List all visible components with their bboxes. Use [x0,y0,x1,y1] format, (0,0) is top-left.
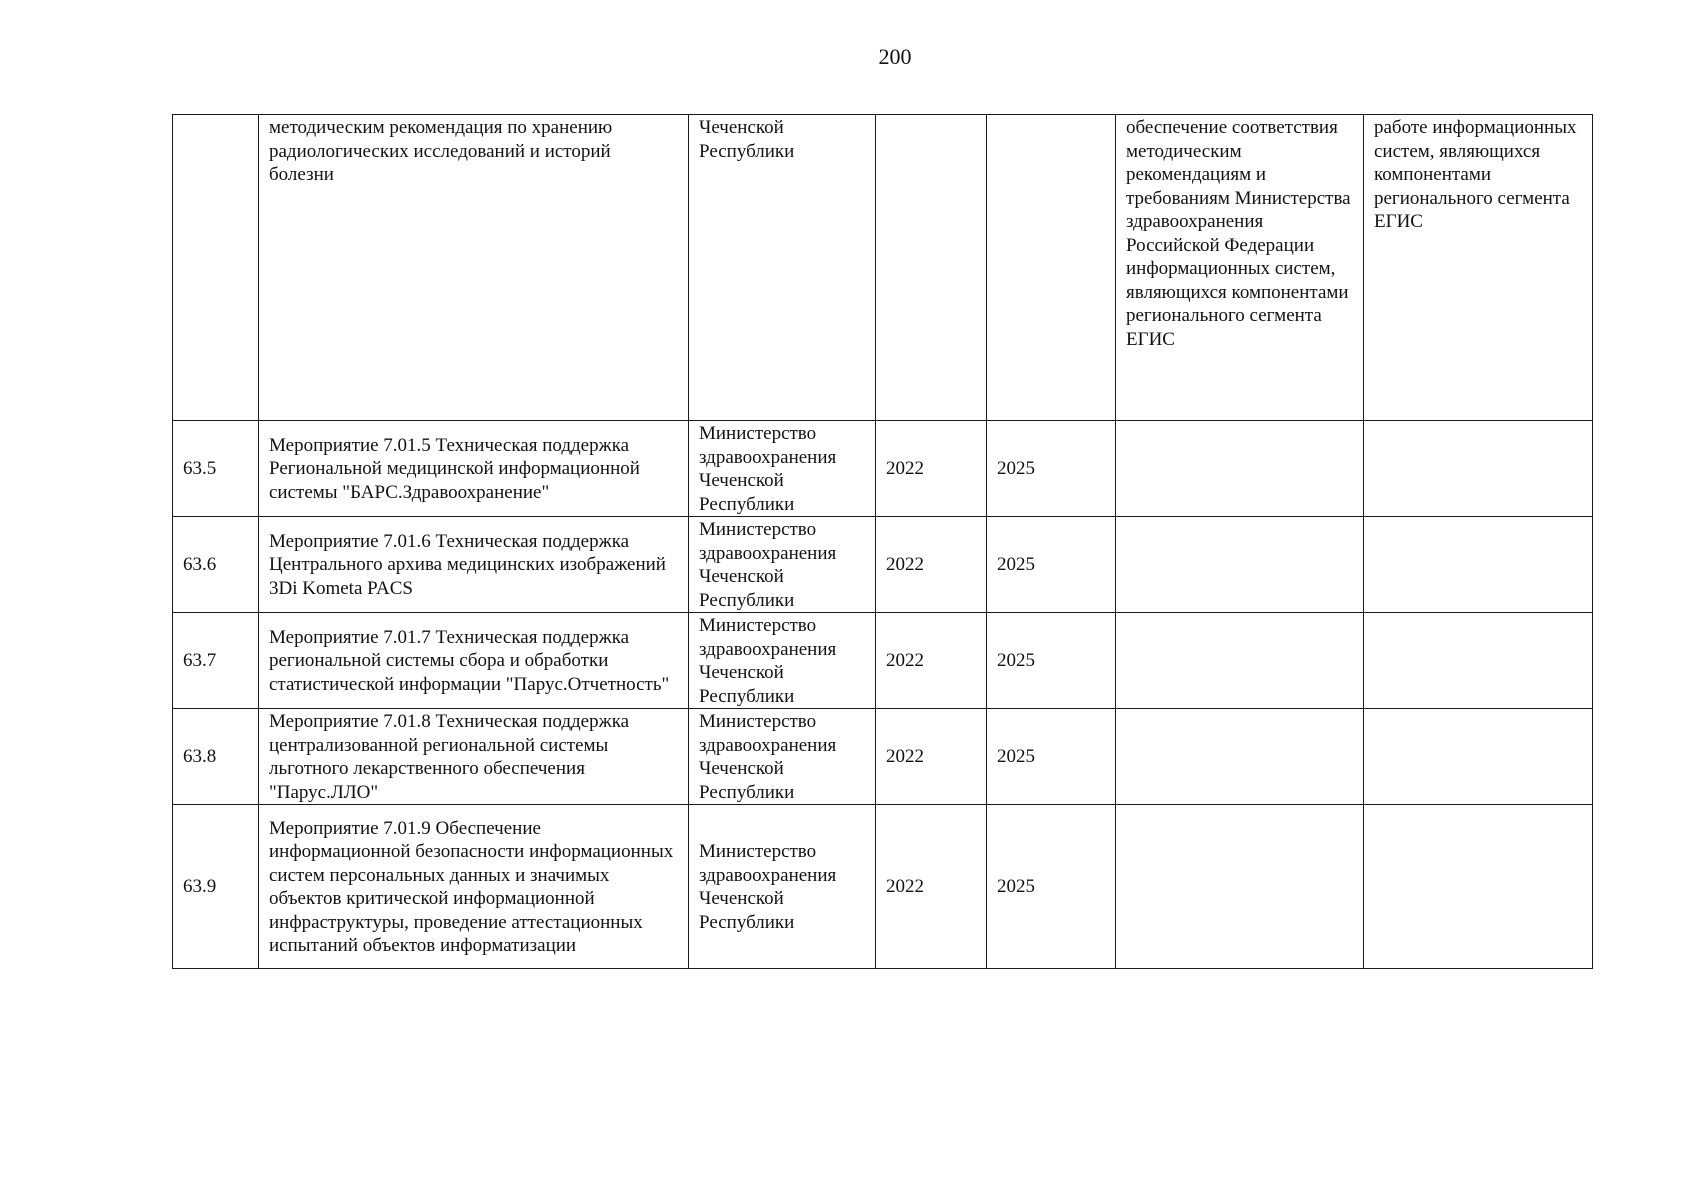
cell-end-year: 2025 [987,517,1116,613]
cell-link [1364,517,1593,613]
cell-end-year: 2025 [987,709,1116,805]
cell-result [1116,709,1364,805]
cell-number: 63.7 [173,613,259,709]
table-row [173,613,1593,709]
page-number: 200 [878,44,912,69]
cell-number: 63.9 [173,805,259,969]
cell-start-year: 2022 [876,517,987,613]
cell-end-year [987,115,1116,421]
cell-activity-name: Мероприятие 7.01.9 Обеспечение информационной безопасности информационных систем персональных данных и значимых объектов критической информационной инфраструктуры, проведение аттестационных испытаний объектов информатизации [259,805,689,969]
cell-activity-name: методическим рекомендация по хранению радиологических исследований и историй болезни [259,115,689,421]
cell-result [1116,613,1364,709]
cell-activity-name: Мероприятие 7.01.6 Техническая поддержка Центрального архива медицинских изображений 3Di Kometa PACS [259,517,689,613]
activities-table [172,114,1593,969]
cell-number [173,115,259,421]
cell-number: 63.8 [173,709,259,805]
cell-executor: Министерство здравоохранения Чеченской Республики [689,805,876,969]
cell-result [1116,805,1364,969]
cell-number: 63.5 [173,421,259,517]
cell-start-year: 2022 [876,613,987,709]
cell-number: 63.6 [173,517,259,613]
cell-link [1364,805,1593,969]
table-row [173,709,1593,805]
cell-result [1116,421,1364,517]
cell-executor: Чеченской Республики [689,115,876,421]
cell-link [1364,613,1593,709]
cell-end-year: 2025 [987,805,1116,969]
cell-activity-name: Мероприятие 7.01.7 Техническая поддержка региональной системы сбора и обработки статистической информации "Парус.Отчетность" [259,613,689,709]
table-row [173,421,1593,517]
cell-end-year: 2025 [987,613,1116,709]
cell-executor: Министерство здравоохранения Чеченской Республики [689,421,876,517]
cell-activity-name: Мероприятие 7.01.8 Техническая поддержка централизованной региональной системы льготного лекарственного обеспечения "Парус.ЛЛО" [259,709,689,805]
cell-link [1364,709,1593,805]
cell-start-year: 2022 [876,709,987,805]
cell-start-year: 2022 [876,805,987,969]
cell-executor: Министерство здравоохранения Чеченской Республики [689,709,876,805]
cell-result [1116,517,1364,613]
cell-start-year [876,115,987,421]
table-row [173,517,1593,613]
cell-end-year: 2025 [987,421,1116,517]
table-row [173,805,1593,969]
cell-link: работе информационных систем, являющихся компонентами регионального сегмента ЕГИС [1364,115,1593,421]
cell-start-year: 2022 [876,421,987,517]
cell-activity-name: Мероприятие 7.01.5 Техническая поддержка Региональной медицинской информационной системы "БАРС.Здравоохранение" [259,421,689,517]
cell-executor: Министерство здравоохранения Чеченской Республики [689,517,876,613]
continuation-row [173,115,1593,421]
cell-link [1364,421,1593,517]
cell-result: обеспечение соответствия методическим рекомендациям и требованиям Министерства здравоохранения Российской Федерации информационных систем, являющихся компонентами регионального сегмента ЕГИС [1116,115,1364,421]
cell-executor: Министерство здравоохранения Чеченской Республики [689,613,876,709]
